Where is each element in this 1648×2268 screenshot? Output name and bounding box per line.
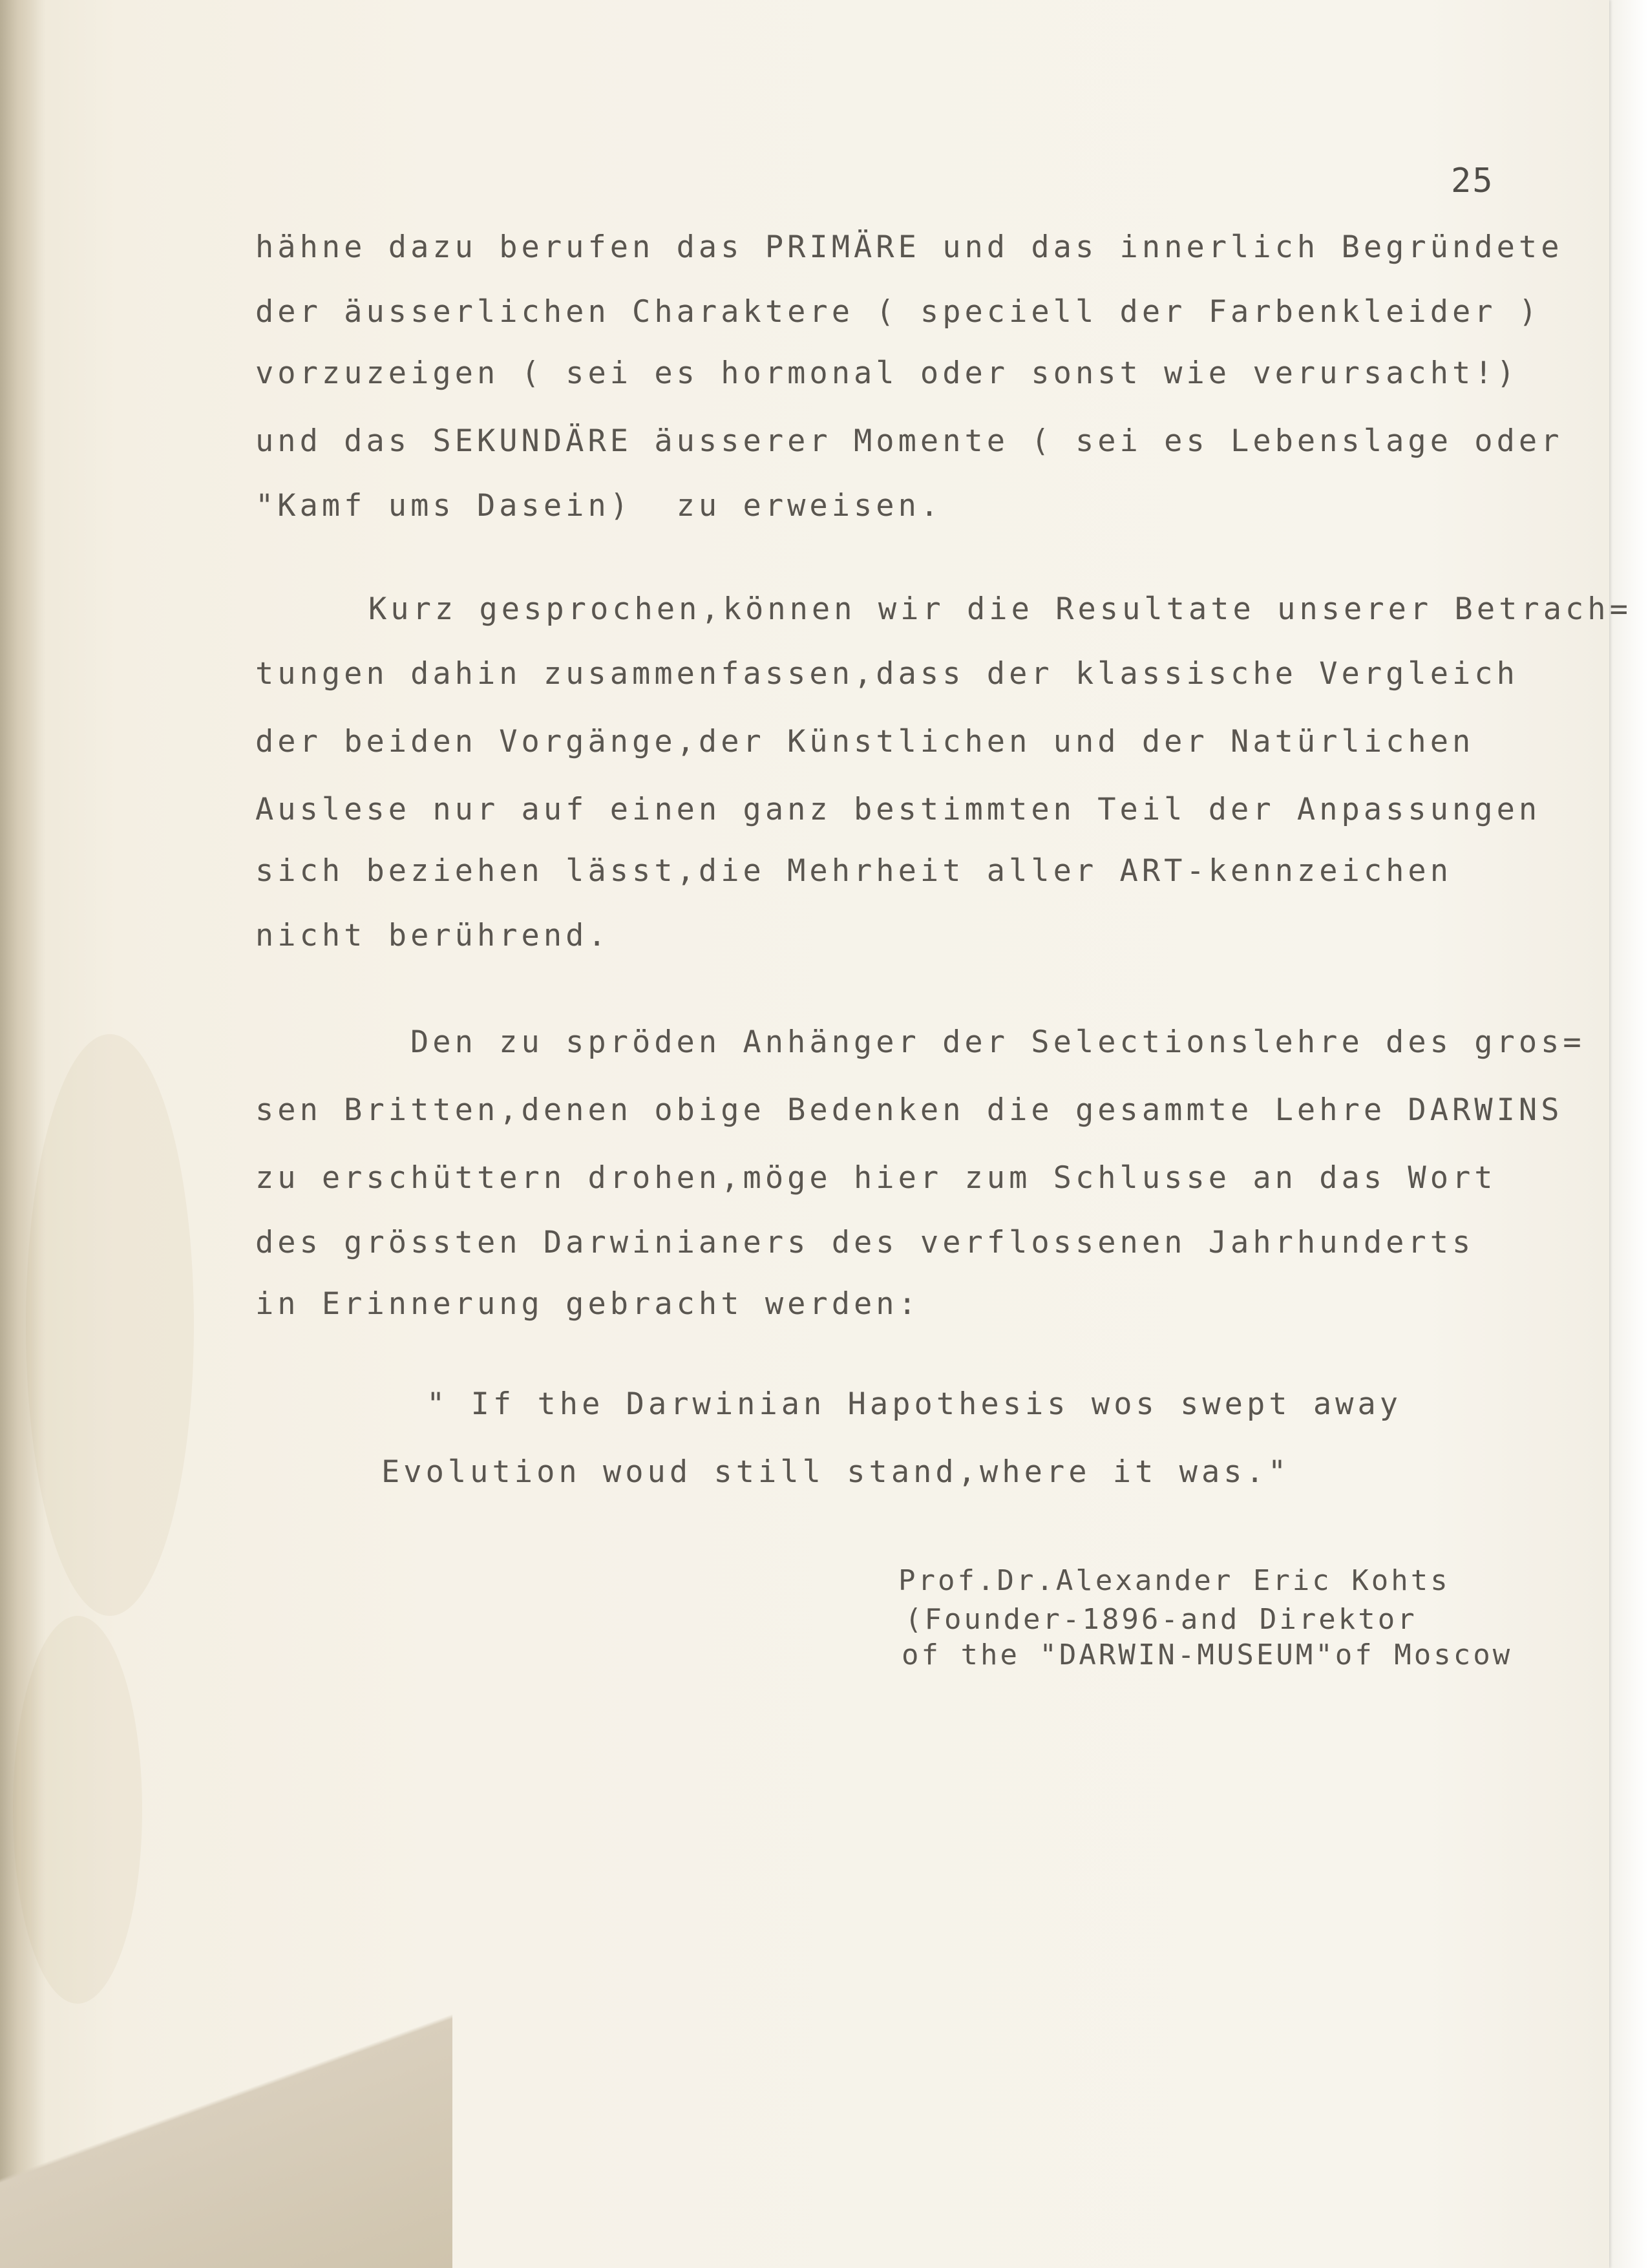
torn-corner	[0, 1971, 452, 2268]
signature-line: (Founder-1896-and Direktor	[905, 1603, 1417, 1636]
text-line: der äusserlichen Charaktere ( speciell der Farbenkleider )	[255, 294, 1541, 330]
paper-stain	[26, 1034, 194, 1616]
text-line: Auslese nur auf einen ganz bestimmten Teil der Anpassungen	[255, 792, 1541, 827]
text-line: Kurz gesprochen,können wir die Resultate unserer Betrach=	[368, 591, 1632, 627]
text-line: Den zu spröden Anhänger der Selectionslehre des gros=	[410, 1024, 1585, 1060]
text-line: tungen dahin zusammenfassen,dass der klassische Vergleich	[255, 656, 1519, 692]
text-line: zu erschüttern drohen,möge hier zum Schlusse an das Wort	[255, 1160, 1497, 1196]
quote-line: Evolution woud still stand,where it was."	[381, 1454, 1291, 1490]
paper-stain	[13, 1616, 142, 2004]
text-line: und das SEKUNDÄRE äusserer Momente ( sei es Lebenslage oder	[255, 423, 1563, 459]
text-line: sich beziehen lässt,die Mehrheit aller ART-kennzeichen	[255, 853, 1453, 889]
text-line: nicht berührend.	[255, 918, 610, 953]
text-line: vorzuzeigen ( sei es hormonal oder sonst wie verursacht!)	[255, 355, 1519, 391]
text-line: in Erinnerung gebracht werden:	[255, 1286, 920, 1322]
signature-line: of the "DARWIN-MUSEUM"of Moscow	[902, 1638, 1513, 1671]
text-line: hähne dazu berufen das PRIMÄRE und das innerlich Begründete	[255, 229, 1563, 265]
text-line: sen Britten,denen obige Bedenken die gesammte Lehre DARWINS	[255, 1092, 1563, 1128]
signature-line: Prof.Dr.Alexander Eric Kohts	[898, 1564, 1450, 1597]
text-line: der beiden Vorgänge,der Künstlichen und der Natürlichen	[255, 724, 1475, 759]
quote-line: " If the Darwinian Hapothesis wos swept away	[427, 1386, 1402, 1422]
page-number: 25	[1451, 162, 1494, 200]
text-line: "Kamf ums Dasein) zu erweisen.	[255, 488, 943, 524]
text-line: des grössten Darwinianers des verflossenen Jahrhunderts	[255, 1225, 1475, 1260]
